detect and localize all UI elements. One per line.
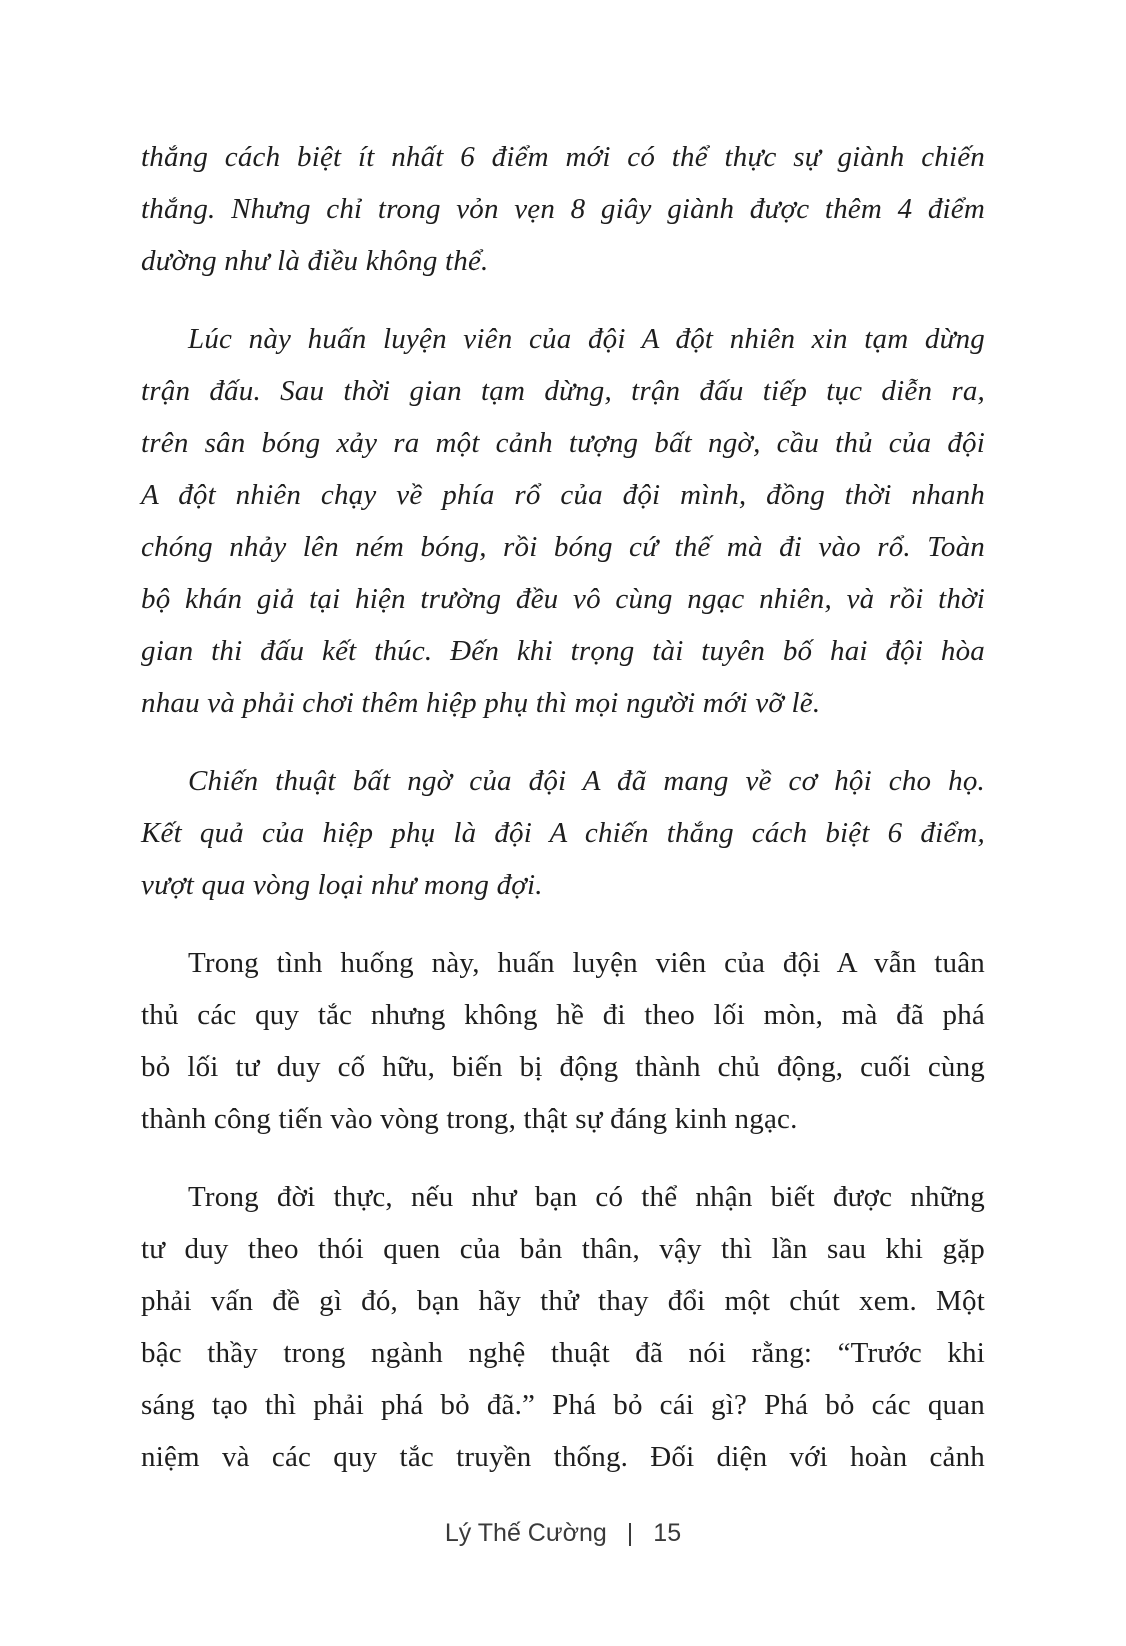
- text-line: Chiến thuật bất ngờ của đội A đã mang về cơ hội cho họ.: [188, 765, 985, 797]
- page-footer: [0, 1517, 1126, 1549]
- paragraph: [141, 937, 985, 1145]
- text-line: bậc thầy trong ngành nghệ thuật đã nói rằng: “Trước khi: [141, 1337, 985, 1369]
- text-line: A đột nhiên chạy về phía rổ của đội mình, đồng thời nhanh: [141, 479, 985, 511]
- footer-page-number: 15: [653, 1519, 682, 1547]
- footer-separator: |: [626, 1519, 634, 1547]
- text-line: dường như là điều không thể.: [141, 245, 489, 277]
- text-line: thắng. Nhưng chỉ trong vỏn vẹn 8 giây giành được thêm 4 điểm: [141, 193, 985, 225]
- paragraph: [141, 131, 985, 287]
- footer-author: Lý Thế Cường: [444, 1519, 607, 1547]
- text-line: tư duy theo thói quen của bản thân, vậy thì lần sau khi gặp: [141, 1233, 985, 1265]
- text-line: bỏ lối tư duy cố hữu, biến bị động thành chủ động, cuối cùng: [141, 1051, 985, 1083]
- text-line: thắng cách biệt ít nhất 6 điểm mới có thể thực sự giành chiến: [141, 141, 985, 173]
- paragraph: [141, 313, 985, 729]
- text-line: Lúc này huấn luyện viên của đội A đột nhiên xin tạm dừng: [188, 323, 985, 355]
- text-line: gian thi đấu kết thúc. Đến khi trọng tài tuyên bố hai đội hòa: [141, 635, 985, 667]
- text-line: trận đấu. Sau thời gian tạm dừng, trận đấu tiếp tục diễn ra,: [141, 375, 985, 407]
- paragraph: [141, 755, 985, 911]
- text-line: phải vấn đề gì đó, bạn hãy thử thay đổi một chút xem. Một: [141, 1285, 985, 1317]
- text-line: chóng nhảy lên ném bóng, rồi bóng cứ thế mà đi vào rổ. Toàn: [141, 531, 985, 563]
- text-line: niệm và các quy tắc truyền thống. Đối diện với hoàn cảnh: [141, 1441, 985, 1473]
- text-line: Trong đời thực, nếu như bạn có thể nhận biết được những: [188, 1181, 985, 1213]
- text-line: Trong tình huống này, huấn luyện viên của đội A vẫn tuân: [188, 947, 985, 979]
- text-line: bộ khán giả tại hiện trường đều vô cùng ngạc nhiên, và rồi thời: [141, 583, 985, 615]
- text-line: trên sân bóng xảy ra một cảnh tượng bất ngờ, cầu thủ của đội: [141, 427, 985, 459]
- paragraph: [141, 1171, 985, 1483]
- text-line: thủ các quy tắc nhưng không hề đi theo lối mòn, mà đã phá: [141, 999, 985, 1031]
- text-line: sáng tạo thì phải phá bỏ đã.” Phá bỏ cái gì? Phá bỏ các quan: [141, 1389, 985, 1421]
- text-line: nhau và phải chơi thêm hiệp phụ thì mọi người mới vỡ lẽ.: [141, 687, 821, 719]
- text-line: vượt qua vòng loại như mong đợi.: [141, 869, 543, 901]
- text-line: thành công tiến vào vòng trong, thật sự đáng kinh ngạc.: [141, 1103, 798, 1135]
- text-line: Kết quả của hiệp phụ là đội A chiến thắng cách biệt 6 điểm,: [141, 817, 985, 849]
